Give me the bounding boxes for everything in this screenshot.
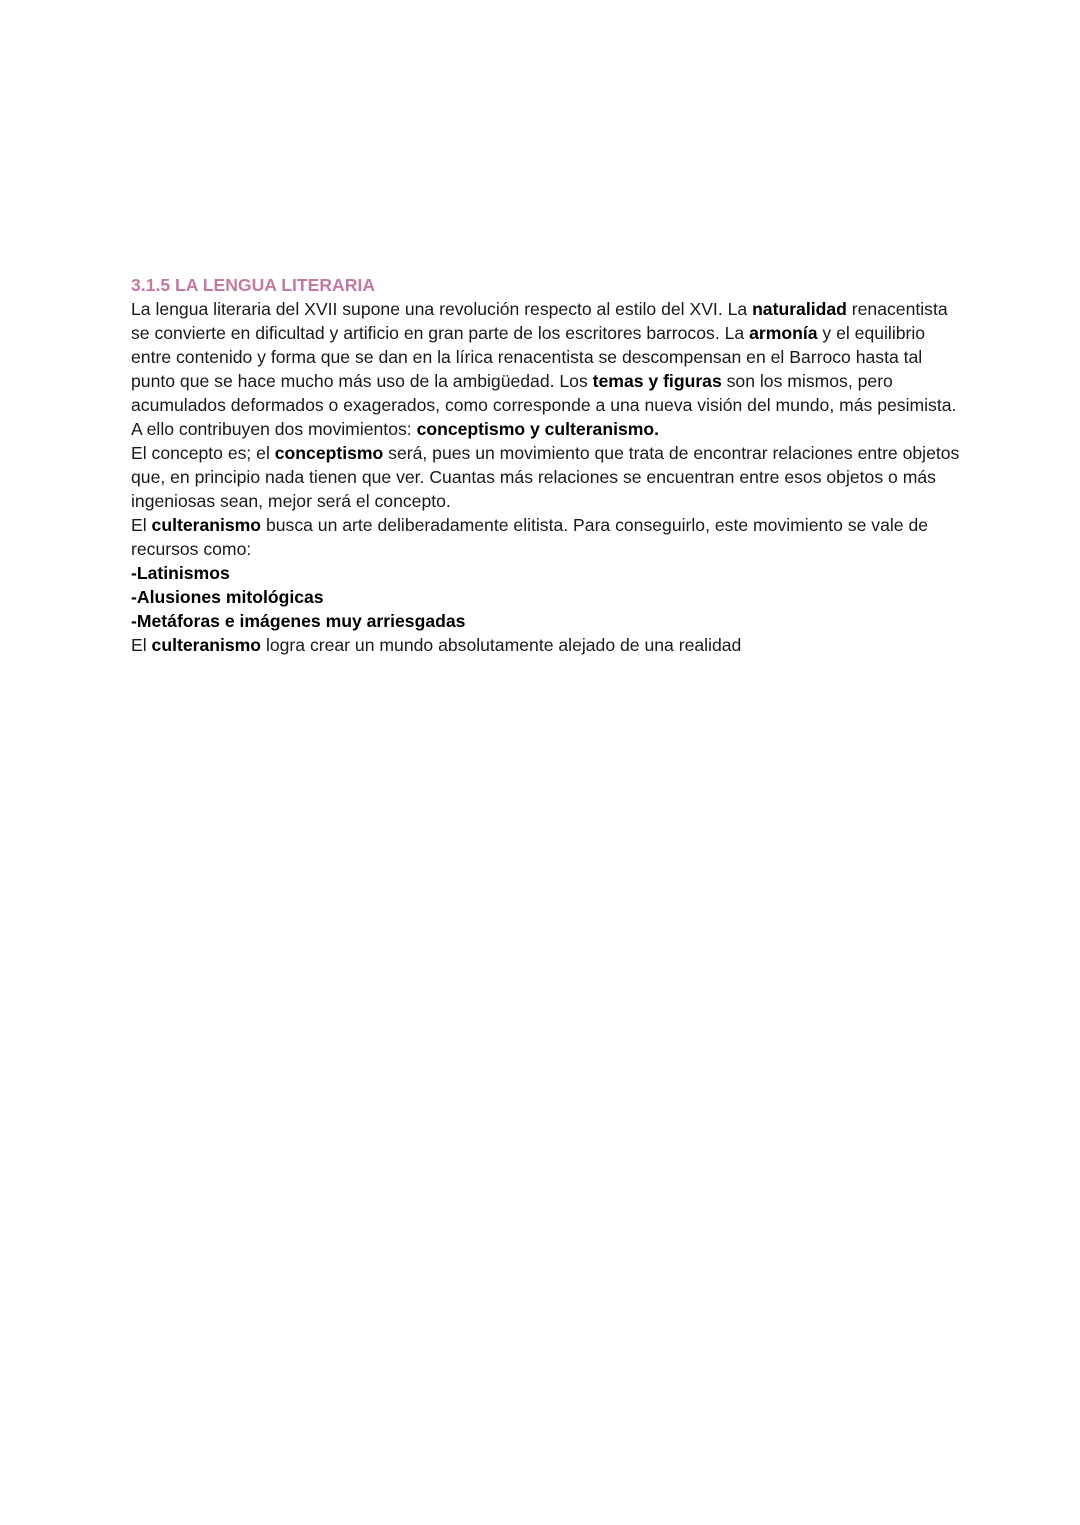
paragraph-culteranismo-conclusion (131, 633, 961, 657)
text-run: son los mismos, pero acumulados deformados o exagerados, como corresponde a una nueva visión del mundo, más pesimista. A ello contribuyen dos movimientos: (131, 371, 957, 439)
text-run: La lengua literaria del XVII supone una revolución respecto al estilo del XVI. La (131, 299, 753, 319)
bold-term-naturalidad: naturalidad (752, 299, 847, 319)
paragraph-culteranismo (131, 513, 961, 561)
section-heading: 3.1.5 LA LENGUA LITERARIA (131, 275, 376, 295)
bold-term-movimientos: conceptismo y culteranismo. (416, 419, 660, 439)
text-run: será, pues un movimiento que trata de encontrar relaciones entre objetos que, en principio nada tienen que ver. Cuantas más relaciones se encuentran entre esos objetos o más ingeniosas sean, mejor será el concepto. (131, 443, 960, 511)
bold-term-temas-figuras: temas y figuras (592, 371, 722, 391)
bold-term-armonia: armonía (749, 323, 818, 343)
list-item: -Metáforas e imágenes muy arriesgadas (131, 611, 466, 631)
bold-term-culteranismo: culteranismo (151, 635, 262, 655)
bold-term-culteranismo: culteranismo (151, 515, 262, 535)
text-run: logra crear un mundo absolutamente alejado de una realidad (261, 635, 742, 655)
text-run: El (131, 515, 152, 535)
list-item: -Alusiones mitológicas (131, 587, 324, 607)
text-run: busca un arte deliberadamente elitista. Para conseguirlo, este movimiento se vale de recursos como: (131, 515, 929, 559)
list-item: -Latinismos (131, 563, 230, 583)
text-run: renacentista se convierte en dificultad y artificio en gran parte de los escritores barrocos. La (131, 299, 948, 343)
text-run: y el equilibrio entre contenido y forma que se dan en la lírica renacentista se descompensan en el Barroco hasta tal punto que se hace mucho más uso de la ambigüedad. Los (131, 323, 926, 391)
paragraph-lengua-literaria (131, 297, 961, 441)
text-run: El (131, 635, 152, 655)
text-run: El concepto es; el (131, 443, 275, 463)
document-content (131, 273, 961, 657)
bold-term-conceptismo: conceptismo (274, 443, 384, 463)
paragraph-conceptismo (131, 441, 961, 513)
